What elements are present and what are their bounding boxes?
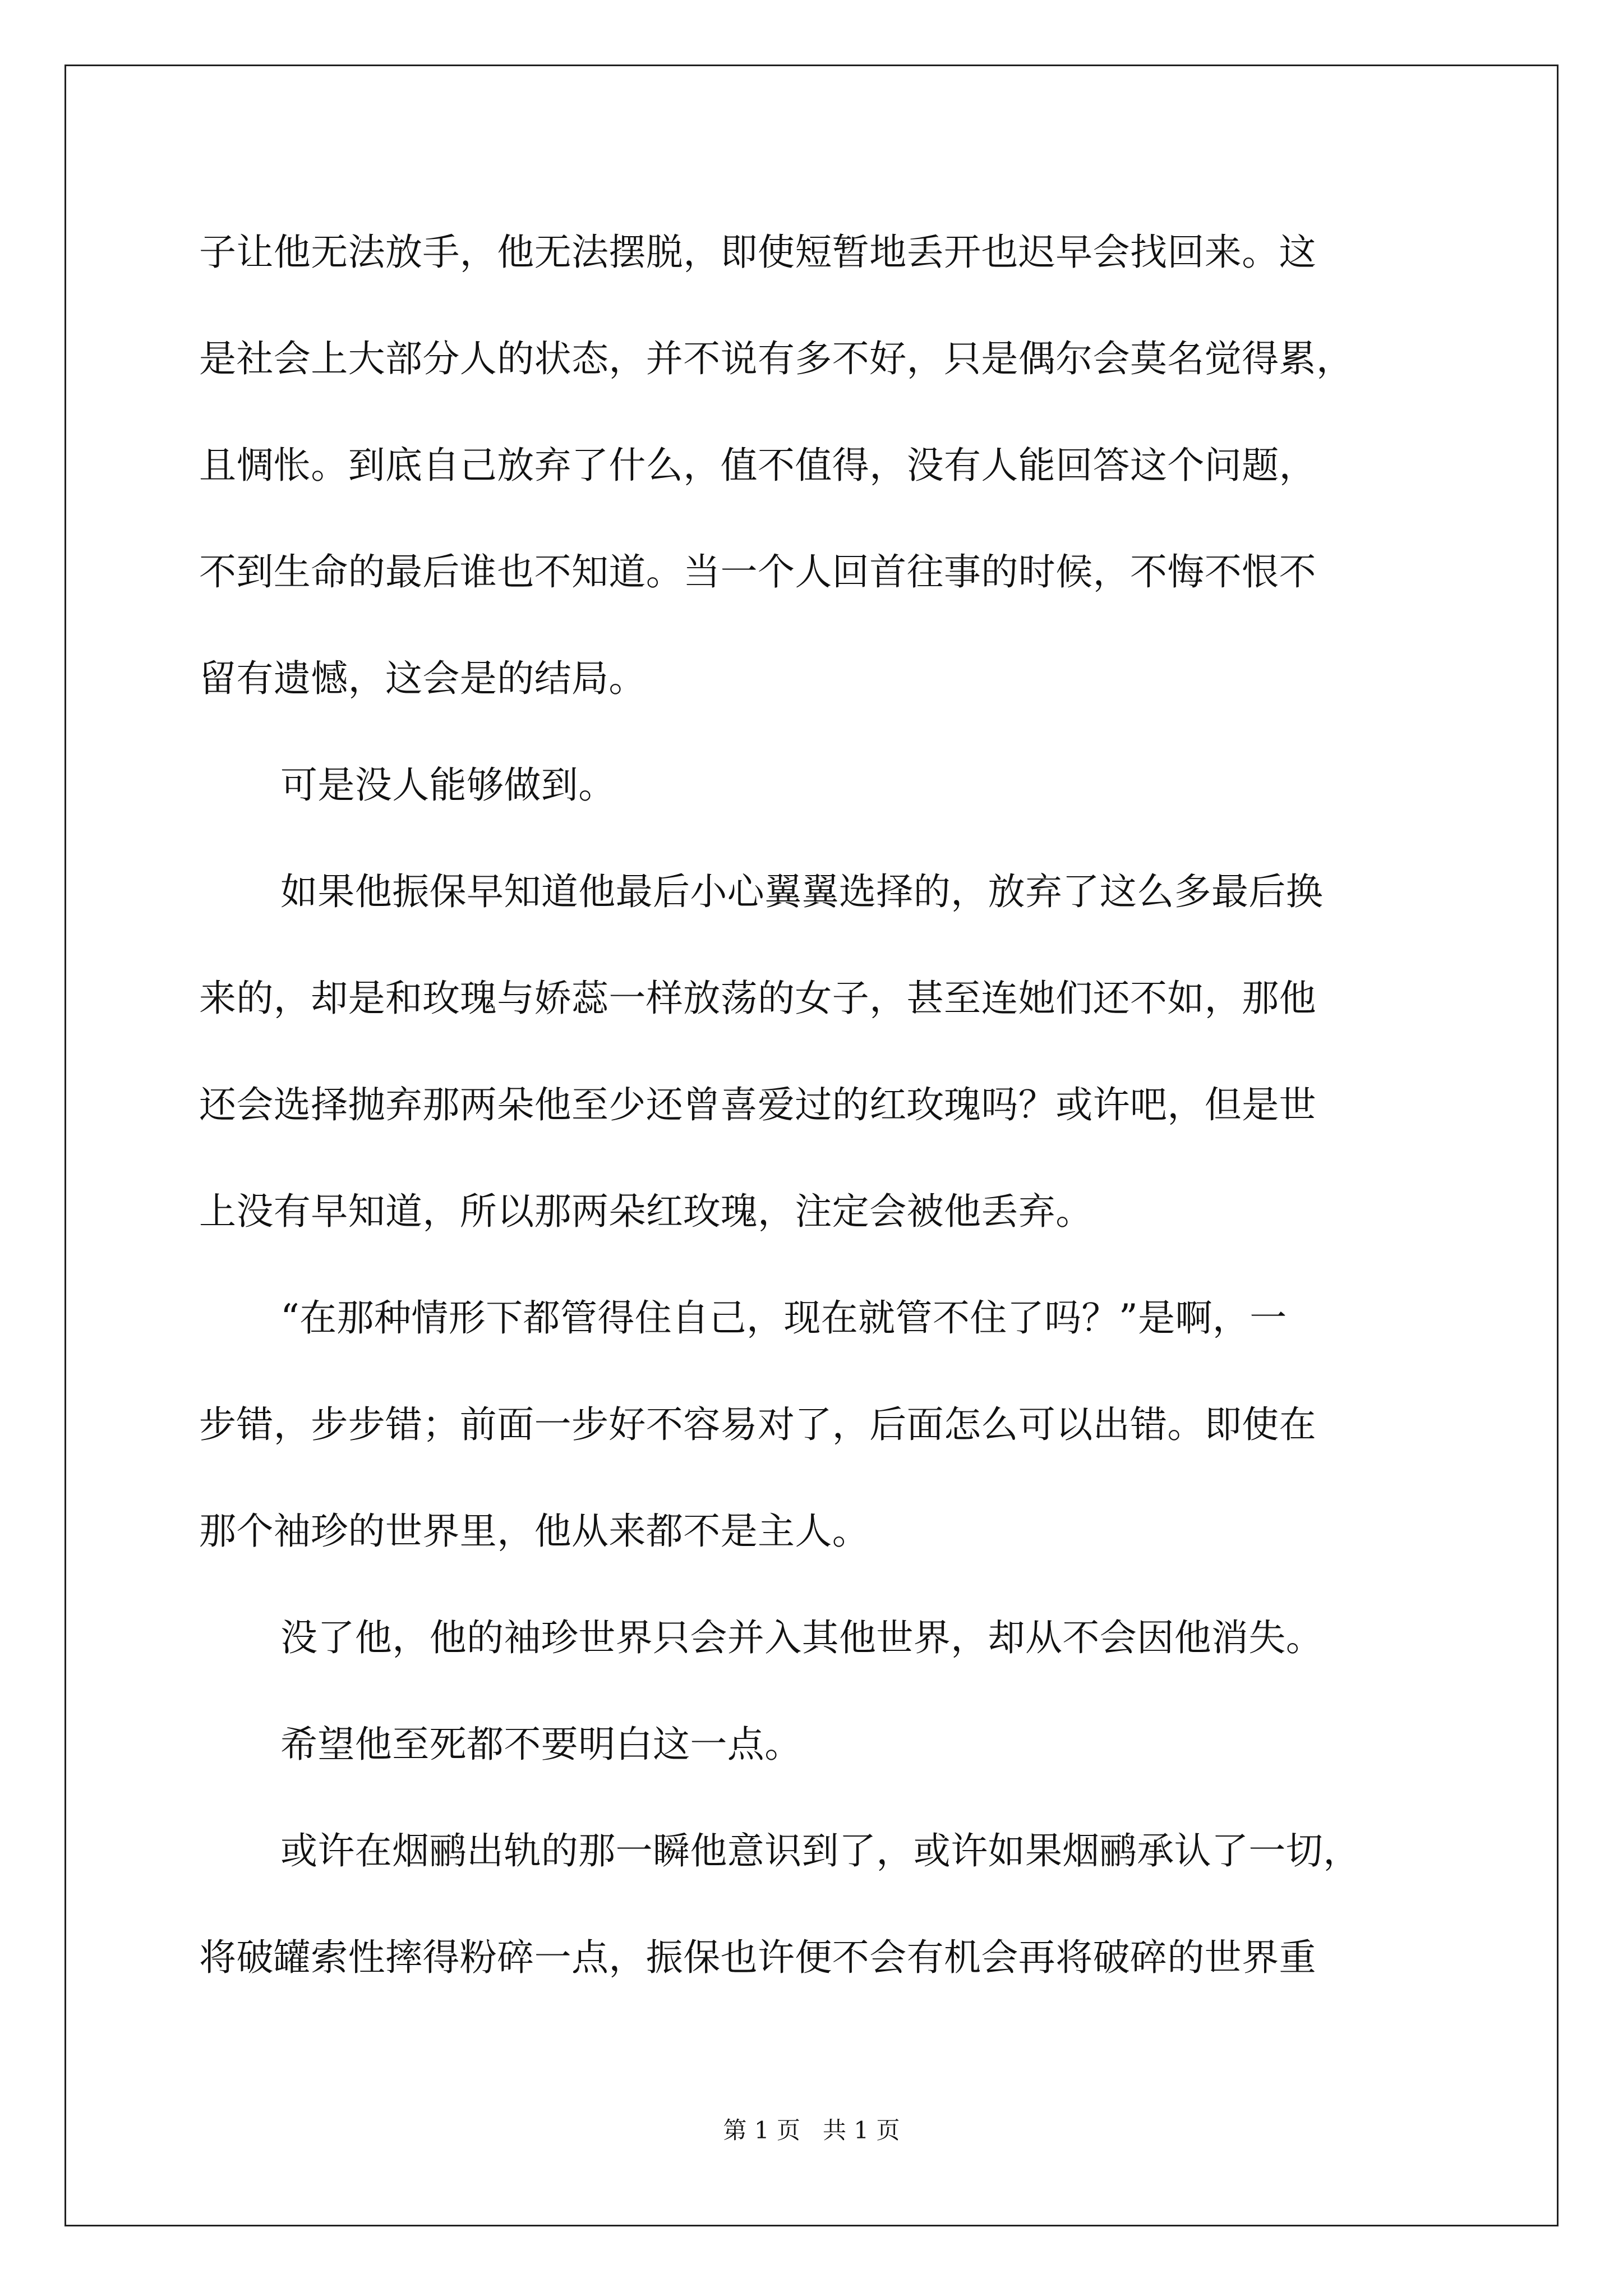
- text-line-6: 可是没人能够做到。: [280, 763, 616, 807]
- page-footer: 第 1 页 共 1 页: [723, 2116, 900, 2144]
- text-line-10: 上没有早知道，所以那两朵红玫瑰，注定会被他丢弃。: [199, 1190, 1093, 1233]
- text-line-5: 留有遗憾，这会是的结局。: [199, 657, 646, 700]
- text-line-11: “在那种情形下都管得住自己，现在就管不住了吗？”是啊，一: [280, 1296, 1287, 1340]
- text-line-4: 不到生命的最后谁也不知道。当一个人回首往事的时候，不悔不恨不: [199, 550, 1316, 593]
- text-line-2: 是社会上大部分人的状态，并不说有多不好，只是偶尔会莫名觉得累，: [199, 337, 1354, 380]
- text-line-3: 且惆怅。到底自己放弃了什么，值不值得，没有人能回答这个问题，: [199, 444, 1316, 487]
- text-line-13: 那个袖珍的世界里，他从来都不是主人。: [199, 1510, 870, 1553]
- page-border: [64, 65, 1559, 2226]
- text-line-17: 将破罐索性摔得粉碎一点，振保也许便不会有机会再将破碎的世界重: [199, 1936, 1316, 1979]
- text-line-12: 步错，步步错；前面一步好不容易对了，后面怎么可以出错。即使在: [199, 1403, 1316, 1446]
- text-line-8: 来的，却是和玫瑰与娇蕊一样放荡的女子，甚至连她们还不如，那他: [199, 977, 1316, 1020]
- text-line-15: 希望他至死都不要明白这一点。: [280, 1723, 802, 1766]
- text-line-9: 还会选择抛弃那两朵他至少还曾喜爱过的红玫瑰吗？或许吧，但是世: [199, 1083, 1316, 1126]
- text-line-14: 没了他，他的袖珍世界只会并入其他世界，却从不会因他消失。: [280, 1616, 1324, 1659]
- text-line-16: 或许在烟鹂出轨的那一瞬他意识到了，或许如果烟鹂承认了一切，: [280, 1829, 1361, 1872]
- text-line-1: 子让他无法放手，他无法摆脱，即使短暂地丢开也迟早会找回来。这: [199, 231, 1316, 274]
- text-line-7: 如果他振保早知道他最后小心翼翼选择的，放弃了这么多最后换: [280, 870, 1324, 913]
